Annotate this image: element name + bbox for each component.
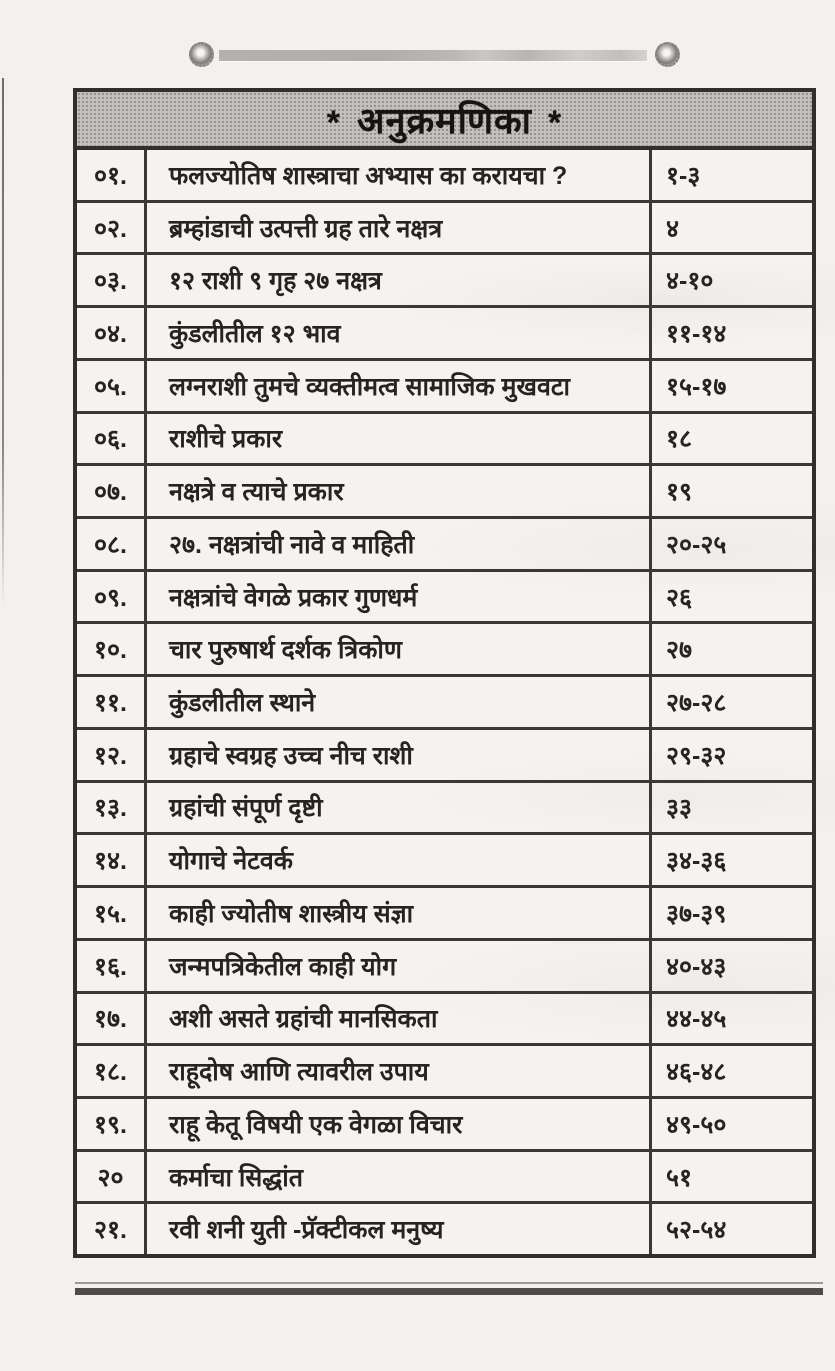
asterisk-ornament-icon: * [326, 103, 341, 142]
rosette-icon [189, 42, 214, 67]
row-number: १६. [94, 952, 127, 981]
page-range: ४४-४५ [666, 1005, 727, 1034]
chapter-title: ब्रम्हांडाची उत्पत्ती ग्रह तारे नक्षत्र [144, 203, 652, 253]
table-row [77, 1201, 812, 1254]
table-row [77, 938, 812, 991]
table-row [77, 305, 812, 358]
row-number: १७. [94, 1005, 127, 1034]
ornament-band [219, 50, 647, 61]
row-number: १८. [94, 1058, 127, 1087]
table-row [77, 358, 812, 411]
chapter-title: राहू केतू विषयी एक वेगळा विचार [144, 1099, 652, 1149]
page-range: ४९-५० [666, 1110, 727, 1139]
table-row [77, 621, 812, 674]
page-range: २६ [666, 583, 693, 612]
chapter-title: ग्रहाचे स्वग्रह उच्च नीच राशी [144, 730, 652, 780]
chapter-title: चार पुरुषार्थ दर्शक त्रिकोण [144, 624, 652, 674]
bottom-rule-thick [75, 1288, 823, 1295]
chapter-title: राशीचे प्रकार [144, 414, 652, 464]
page-range: २९-३२ [666, 741, 727, 770]
table-row [77, 832, 812, 885]
row-number: २० [97, 1163, 124, 1192]
bottom-rule-thin [75, 1282, 823, 1284]
chapter-title: राहूदोष आणि त्यावरील उपाय [144, 1046, 652, 1096]
page-range: ४०-४३ [666, 952, 727, 981]
table-row [77, 885, 812, 938]
table-row [77, 1043, 812, 1096]
chapter-title: २७. नक्षत्रांची नावे व माहिती [144, 519, 652, 569]
rosette-icon [655, 42, 680, 67]
row-number: १५. [94, 899, 127, 928]
table-row [77, 516, 812, 569]
chapter-title: जन्मपत्रिकेतील काही योग [144, 941, 652, 991]
top-ornament [0, 38, 835, 70]
page-range: २७ [666, 636, 693, 665]
toc-body [77, 150, 812, 1254]
row-number: १०. [94, 636, 127, 665]
row-number: १९. [94, 1110, 127, 1139]
table-row [77, 150, 812, 200]
row-number: ०४. [94, 320, 127, 349]
page-edge-line [2, 78, 4, 608]
row-number: ०६. [94, 425, 127, 454]
row-number: ०५. [94, 372, 127, 401]
row-number: ०८. [94, 530, 127, 559]
table-row [77, 991, 812, 1044]
page-range: ३४-३६ [666, 847, 727, 876]
table-row [77, 200, 812, 253]
chapter-title: कर्माचा सिद्धांत [144, 1152, 652, 1202]
chapter-title: ग्रहांची संपूर्ण दृष्टी [144, 783, 652, 833]
chapter-title: योगाचे नेटवर्क [144, 835, 652, 885]
table-row [77, 727, 812, 780]
table-row [77, 1096, 812, 1149]
page-title [327, 95, 562, 144]
row-number: ०२. [94, 214, 127, 243]
page-range: ११-१४ [666, 320, 727, 349]
table-row [77, 674, 812, 727]
row-number: ११. [94, 689, 127, 718]
row-number: ०३. [94, 267, 127, 296]
page-range: १९ [666, 478, 693, 507]
chapter-title: अशी असते ग्रहांची मानसिकता [144, 994, 652, 1044]
chapter-title: नक्षत्रे व त्याचे प्रकार [144, 466, 652, 516]
toc-header [77, 92, 812, 150]
asterisk-ornament-icon: * [547, 103, 563, 142]
chapter-title: कुंडलीतील १२ भाव [144, 308, 652, 358]
page-range: १-३ [666, 161, 701, 190]
chapter-title: लग्नराशी तुमचे व्यक्तीमत्व सामाजिक मुखवटा [144, 361, 652, 411]
table-row [77, 1149, 812, 1202]
chapter-title: फलज्योतिष शास्त्राचा अभ्यास का करायचा ? [144, 150, 652, 200]
chapter-title: काही ज्योतीष शास्त्रीय संज्ञा [144, 888, 652, 938]
row-number: ०१. [94, 161, 127, 190]
row-number: ०९. [94, 583, 127, 612]
page-range: २०-२५ [666, 530, 727, 559]
table-row [77, 569, 812, 622]
row-number: २१. [94, 1216, 127, 1245]
row-number: १२. [94, 741, 127, 770]
chapter-title: नक्षत्रांचे वेगळे प्रकार गुणधर्म [144, 572, 652, 622]
page-range: ३३ [666, 794, 693, 823]
table-row [77, 780, 812, 833]
table-row [77, 463, 812, 516]
chapter-title: १२ राशी ९ गृह २७ नक्षत्र [144, 255, 652, 305]
chapter-title: कुंडलीतील स्थाने [144, 677, 652, 727]
page-range: ४ [666, 214, 680, 243]
page-range: ५२-५४ [666, 1216, 727, 1245]
page-range: ३७-३९ [666, 899, 727, 928]
page-range: ४६-४८ [666, 1058, 727, 1087]
page-range: ४-१० [666, 267, 714, 296]
page-range: २७-२८ [666, 689, 727, 718]
page-title-text: अनुक्रमणिका [357, 99, 532, 141]
page-range: १५-१७ [666, 372, 727, 401]
page-range: ५१ [666, 1163, 693, 1192]
chapter-title: रवी शनी युती -प्रॅक्टीकल मनुष्य [144, 1204, 652, 1254]
page-range: १८ [666, 425, 693, 454]
toc-table [73, 88, 816, 1258]
table-row [77, 252, 812, 305]
table-row [77, 411, 812, 464]
row-number: १४. [94, 847, 127, 876]
row-number: ०७. [94, 478, 127, 507]
row-number: १३. [94, 794, 127, 823]
